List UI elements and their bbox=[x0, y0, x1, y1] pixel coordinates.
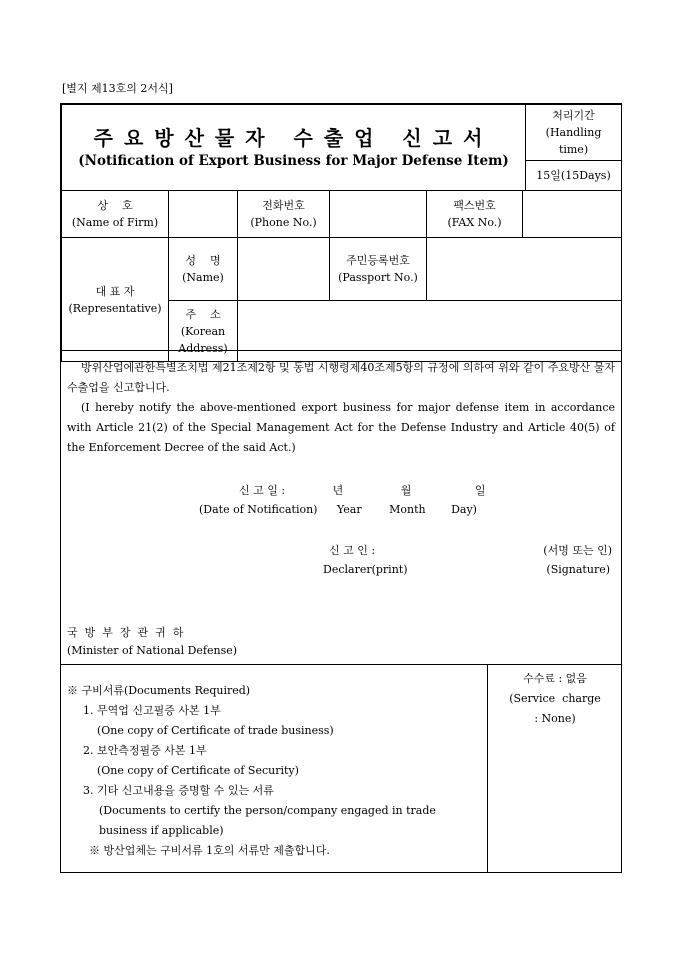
rep-name-field[interactable] bbox=[238, 238, 330, 301]
phone-field[interactable] bbox=[330, 191, 427, 238]
documents-note: ※ 방산업체는 구비서류 1호의 서류만 제출합니다. bbox=[89, 844, 330, 857]
declaration-text-english: (I hereby notify the above-mentioned export business for major defense item in accordance with Article 21(2) of the Special Management Act for the Defense Industry and Article 40(5) of the Enforcement Decree of the said Act.) bbox=[67, 401, 615, 454]
handling-time-value: 15일(15Days) bbox=[526, 161, 622, 191]
document-item-3-en: (Documents to certify the person/company engaged in trade business if applicable) bbox=[99, 804, 436, 837]
form-header-table bbox=[60, 103, 622, 355]
form-title: 주요방산물자 수출업 신고서 bbox=[93, 126, 494, 151]
document-item-2-en: (One copy of Certificate of Security) bbox=[97, 764, 299, 777]
document-item-1-en: (One copy of Certificate of trade business) bbox=[97, 724, 334, 737]
fax-label: 팩스번호 (FAX No.) bbox=[427, 191, 523, 237]
signature-label-korean: (서명 또는 인) bbox=[543, 544, 612, 557]
recipient-english: (Minister of National Defense) bbox=[67, 644, 238, 657]
signature-label-english: (Signature) bbox=[546, 563, 610, 576]
title-cell bbox=[62, 105, 526, 191]
passport-field[interactable] bbox=[427, 238, 622, 301]
documents-divider bbox=[487, 665, 488, 872]
rep-name-label: 성 명 (Name) bbox=[169, 238, 238, 301]
passport-label: 주민등록번호 (Passport No.) bbox=[330, 238, 427, 301]
form-number-label: [별지 제13호의 2서식] bbox=[62, 82, 173, 95]
declarer-label-korean: 신 고 인 : bbox=[329, 544, 376, 557]
document-item-2-ko: 2. 보안측정필증 사본 1부 bbox=[83, 744, 207, 757]
service-charge: 수수료 : 없음 (Service charge : None) bbox=[509, 672, 601, 725]
document-item-3-ko: 3. 기타 신고내용을 증명할 수 있는 서류 bbox=[83, 784, 274, 797]
fax-field[interactable] bbox=[523, 191, 622, 237]
handling-time-label: 처리기간 (Handling time) bbox=[526, 105, 622, 161]
representative-label: 대 표 자 (Representative) bbox=[62, 238, 169, 362]
address-label: 주 소 (Korean Address) bbox=[169, 301, 238, 362]
firm-name-label: 상 호 (Name of Firm) bbox=[62, 191, 169, 238]
firm-name-field[interactable] bbox=[169, 191, 238, 238]
declarer-label-english: Declarer(print) bbox=[323, 563, 408, 576]
form-title-english: (Notification of Export Business for Major Defense Item) bbox=[78, 153, 509, 170]
declaration-section bbox=[60, 350, 622, 665]
documents-section bbox=[60, 664, 622, 873]
date-line-english: (Date of Notification) Year Month Day) bbox=[199, 503, 477, 516]
recipient-korean: 국 방 부 장 관 귀 하 bbox=[67, 626, 184, 639]
date-line-korean: 신 고 일 : 년 월 일 bbox=[239, 484, 486, 497]
documents-header: ※ 구비서류(Documents Required) bbox=[67, 684, 251, 697]
declaration-text-korean: 방위산업에관한특별조치법 제21조제2항 및 동법 시행령제40조제5항의 규정에 의하여 위와 같이 주요방산 물자 수출업을 신고합니다. bbox=[67, 361, 615, 394]
document-item-1-ko: 1. 무역업 신고필증 사본 1부 bbox=[83, 704, 221, 717]
phone-label: 전화번호 (Phone No.) bbox=[238, 191, 330, 238]
documents-list bbox=[67, 681, 477, 861]
